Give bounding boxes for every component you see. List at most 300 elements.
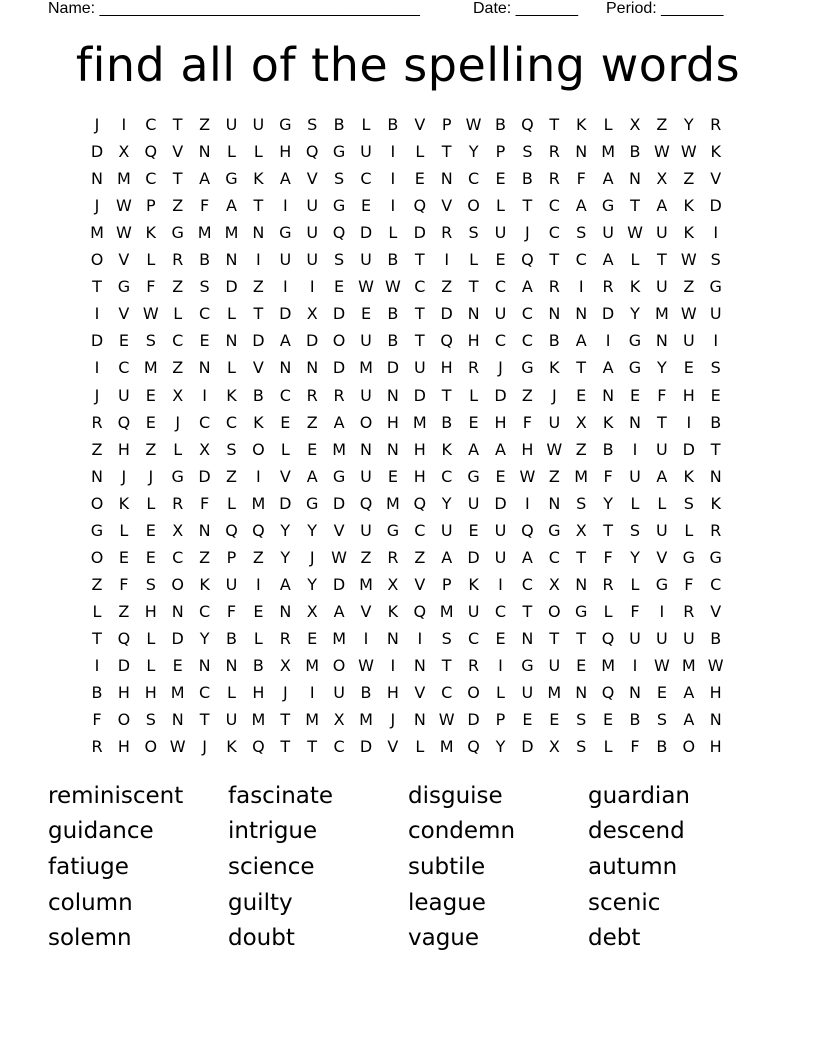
grid-letter[interactable]: R — [468, 656, 480, 675]
grid-letter[interactable]: U — [521, 683, 534, 703]
grid-letter[interactable]: M — [439, 737, 454, 757]
grid-letter[interactable]: Z — [575, 439, 587, 459]
grid-letter[interactable]: A — [279, 574, 291, 594]
grid-letter[interactable]: H — [386, 412, 399, 432]
grid-letter[interactable]: X — [118, 142, 130, 162]
grid-letter[interactable]: C — [172, 547, 184, 567]
grid-letter[interactable]: C — [521, 331, 533, 351]
grid-letter[interactable]: A — [656, 466, 668, 486]
grid-letter[interactable]: J — [148, 466, 154, 486]
grid-letter[interactable]: R — [548, 142, 560, 162]
grid-letter[interactable]: R — [306, 385, 318, 405]
grid-letter[interactable]: E — [522, 710, 533, 730]
grid-letter[interactable]: U — [656, 277, 668, 297]
grid-letter[interactable]: L — [684, 520, 694, 540]
grid-letter[interactable]: N — [575, 142, 588, 162]
grid-letter[interactable]: Y — [630, 304, 640, 324]
grid-letter[interactable]: R — [710, 115, 722, 134]
grid-letter[interactable]: M — [547, 683, 562, 703]
grid-letter[interactable]: O — [171, 574, 184, 594]
grid-letter[interactable]: Y — [280, 547, 291, 567]
grid-letter[interactable]: N — [548, 304, 561, 324]
grid-letter[interactable]: N — [198, 656, 211, 675]
grid-letter[interactable]: I — [713, 331, 719, 351]
grid-letter[interactable]: L — [469, 385, 479, 405]
grid-letter[interactable]: O — [548, 601, 561, 621]
grid-letter[interactable]: E — [145, 412, 156, 432]
grid-letter[interactable]: I — [390, 196, 396, 216]
grid-letter[interactable]: M — [412, 412, 427, 432]
grid-letter[interactable]: G — [574, 601, 588, 621]
grid-letter[interactable]: H — [413, 466, 426, 486]
grid-letter[interactable]: H — [117, 439, 130, 459]
grid-letter[interactable]: T — [307, 737, 318, 757]
grid-letter[interactable]: Q — [521, 115, 534, 134]
grid-letter[interactable]: T — [657, 412, 667, 432]
grid-letter[interactable]: U — [360, 466, 372, 486]
grid-letter[interactable]: G — [682, 547, 695, 567]
grid-letter[interactable]: N — [386, 385, 399, 405]
grid-letter[interactable]: L — [469, 250, 479, 270]
grid-letter[interactable]: F — [576, 169, 586, 189]
grid-letter[interactable]: J — [94, 196, 100, 216]
grid-letter[interactable]: O — [90, 547, 104, 567]
grid-letter[interactable]: U — [602, 223, 614, 243]
grid-letter[interactable]: R — [441, 223, 453, 243]
grid-letter[interactable]: D — [521, 737, 534, 757]
grid-letter[interactable]: V — [306, 169, 318, 189]
grid-letter[interactable]: B — [629, 710, 641, 730]
grid-letter[interactable]: S — [307, 115, 318, 134]
grid-letter[interactable]: D — [440, 304, 453, 324]
grid-letter[interactable]: E — [603, 710, 614, 730]
grid-letter[interactable]: A — [683, 683, 695, 703]
grid-letter[interactable]: I — [121, 115, 127, 134]
grid-letter[interactable]: H — [413, 439, 426, 459]
grid-letter[interactable]: B — [441, 412, 453, 432]
grid-letter[interactable]: C — [279, 385, 291, 405]
grid-letter[interactable]: J — [202, 737, 207, 757]
grid-letter[interactable]: G — [521, 656, 534, 675]
grid-letter[interactable]: B — [521, 169, 533, 189]
grid-letter[interactable]: H — [279, 142, 292, 162]
grid-letter[interactable]: Q — [305, 142, 319, 162]
grid-letter[interactable]: Y — [441, 493, 452, 513]
grid-letter[interactable]: V — [172, 142, 184, 162]
grid-letter[interactable]: L — [173, 439, 183, 459]
grid-letter[interactable]: Y — [495, 737, 506, 757]
grid-letter[interactable]: E — [118, 331, 129, 351]
grid-letter[interactable]: E — [495, 169, 506, 189]
grid-letter[interactable]: W — [653, 656, 670, 675]
grid-letter[interactable]: X — [306, 601, 318, 621]
grid-letter[interactable]: L — [603, 601, 613, 621]
grid-letter[interactable]: I — [202, 385, 207, 405]
grid-letter[interactable]: N — [629, 169, 641, 189]
grid-letter[interactable]: B — [387, 304, 399, 324]
grid-letter[interactable]: L — [630, 574, 640, 594]
grid-letter[interactable]: M — [197, 223, 212, 243]
grid-letter[interactable]: C — [145, 115, 157, 134]
grid-letter[interactable]: K — [145, 223, 157, 243]
grid-letter[interactable]: S — [199, 277, 210, 297]
grid-letter[interactable]: A — [495, 439, 506, 459]
grid-letter[interactable]: E — [145, 520, 156, 540]
grid-letter[interactable]: C — [521, 574, 533, 594]
grid-letter[interactable]: L — [146, 628, 156, 648]
grid-letter[interactable]: I — [578, 277, 584, 297]
grid-letter[interactable]: A — [333, 601, 345, 621]
grid-letter[interactable]: N — [440, 169, 453, 189]
grid-letter[interactable]: R — [468, 358, 480, 378]
grid-letter[interactable]: Y — [683, 115, 694, 134]
grid-letter[interactable]: B — [333, 115, 345, 134]
grid-letter[interactable]: I — [390, 656, 396, 675]
grid-letter[interactable]: T — [199, 710, 210, 730]
grid-letter[interactable]: Z — [91, 439, 103, 459]
grid-letter[interactable]: N — [252, 223, 265, 243]
grid-letter[interactable]: G — [279, 115, 292, 134]
grid-letter[interactable]: G — [521, 358, 534, 378]
grid-letter[interactable]: S — [522, 142, 533, 162]
grid-letter[interactable]: F — [522, 412, 532, 432]
grid-letter[interactable]: U — [333, 683, 345, 703]
grid-letter[interactable]: X — [306, 304, 318, 324]
grid-letter[interactable]: W — [169, 737, 186, 757]
grid-letter[interactable]: M — [654, 304, 669, 324]
grid-letter[interactable]: G — [171, 466, 184, 486]
grid-letter[interactable]: C — [494, 277, 507, 297]
grid-letter[interactable]: L — [146, 250, 156, 270]
grid-letter[interactable]: Y — [657, 358, 667, 378]
grid-letter[interactable]: I — [605, 331, 611, 351]
grid-letter[interactable]: Q — [521, 520, 534, 540]
grid-letter[interactable]: W — [465, 115, 482, 134]
grid-letter[interactable]: I — [256, 466, 261, 486]
grid-letter[interactable]: Z — [683, 169, 695, 189]
grid-letter[interactable]: N — [413, 710, 426, 730]
grid-letter[interactable]: O — [359, 412, 373, 432]
grid-letter[interactable]: D — [413, 385, 426, 405]
grid-letter[interactable]: E — [253, 601, 264, 621]
grid-letter[interactable]: E — [656, 683, 667, 703]
grid-letter[interactable]: A — [521, 277, 533, 297]
grid-letter[interactable]: S — [576, 737, 587, 757]
grid-letter[interactable]: B — [710, 412, 722, 432]
grid-letter[interactable]: R — [333, 385, 345, 405]
grid-letter[interactable]: B — [602, 439, 614, 459]
grid-letter[interactable]: T — [522, 196, 533, 216]
grid-letter[interactable]: E — [307, 628, 318, 648]
grid-letter[interactable]: V — [118, 250, 130, 270]
name-field[interactable]: Name: ____________________________________ — [48, 0, 420, 17]
grid-letter[interactable]: C — [199, 412, 211, 432]
grid-letter[interactable]: D — [359, 223, 373, 243]
grid-letter[interactable]: L — [496, 196, 505, 216]
grid-letter[interactable]: H — [494, 412, 507, 432]
grid-letter[interactable]: T — [172, 169, 183, 189]
grid-letter[interactable]: D — [279, 304, 292, 324]
grid-letter[interactable]: G — [332, 466, 346, 486]
grid-letter[interactable]: M — [359, 574, 373, 594]
grid-letter[interactable]: G — [548, 520, 561, 540]
grid-letter[interactable]: W — [115, 196, 132, 216]
grid-letter[interactable]: T — [414, 250, 425, 270]
grid-letter[interactable]: B — [252, 385, 264, 405]
grid-letter[interactable]: F — [226, 601, 237, 621]
grid-letter[interactable]: C — [225, 412, 238, 432]
grid-letter[interactable]: V — [414, 115, 426, 134]
grid-letter[interactable]: D — [682, 439, 695, 459]
grid-letter[interactable]: U — [225, 115, 238, 134]
grid-letter[interactable]: V — [441, 196, 453, 216]
grid-letter[interactable]: S — [683, 493, 694, 513]
grid-letter[interactable]: Z — [683, 277, 695, 297]
grid-letter[interactable]: Z — [172, 277, 184, 297]
grid-letter[interactable]: Q — [413, 493, 427, 513]
grid-letter[interactable]: Z — [145, 439, 157, 459]
grid-letter[interactable]: J — [282, 683, 288, 703]
grid-letter[interactable]: U — [656, 628, 668, 648]
grid-letter[interactable]: N — [709, 710, 722, 730]
grid-letter[interactable]: I — [632, 439, 638, 459]
grid-letter[interactable]: L — [280, 439, 290, 459]
grid-letter[interactable]: U — [360, 250, 372, 270]
grid-letter[interactable]: E — [710, 385, 721, 405]
grid-letter[interactable]: K — [549, 358, 560, 378]
grid-letter[interactable]: I — [713, 223, 719, 243]
grid-letter[interactable]: T — [657, 250, 667, 270]
grid-letter[interactable]: E — [683, 358, 694, 378]
grid-letter[interactable]: A — [279, 331, 291, 351]
grid-letter[interactable]: U — [252, 115, 265, 134]
grid-letter[interactable]: D — [279, 493, 292, 513]
grid-letter[interactable]: F — [92, 710, 102, 730]
grid-letter[interactable]: W — [358, 656, 374, 675]
grid-letter[interactable]: M — [170, 683, 185, 703]
grid-letter[interactable]: M — [332, 628, 346, 648]
grid-letter[interactable]: C — [441, 466, 453, 486]
grid-letter[interactable]: D — [332, 574, 346, 594]
grid-letter[interactable]: I — [94, 656, 100, 675]
grid-letter[interactable]: E — [495, 250, 506, 270]
grid-letter[interactable]: W — [115, 223, 132, 243]
grid-letter[interactable]: V — [333, 520, 345, 540]
grid-letter[interactable]: Y — [307, 574, 318, 594]
grid-letter[interactable]: L — [603, 115, 613, 134]
grid-letter[interactable]: T — [603, 520, 613, 540]
grid-letter[interactable]: G — [279, 223, 292, 243]
grid-letter[interactable]: L — [119, 520, 129, 540]
grid-letter[interactable]: E — [576, 656, 587, 675]
grid-letter[interactable]: J — [94, 115, 100, 134]
grid-letter[interactable]: U — [279, 250, 292, 270]
grid-letter[interactable]: M — [143, 358, 158, 378]
grid-letter[interactable]: Q — [117, 628, 131, 648]
grid-letter[interactable]: D — [467, 710, 480, 730]
grid-letter[interactable]: G — [305, 493, 319, 513]
grid-letter[interactable]: B — [252, 656, 264, 675]
grid-letter[interactable]: V — [360, 601, 372, 621]
grid-letter[interactable]: J — [94, 385, 100, 405]
grid-letter[interactable]: K — [629, 277, 641, 297]
grid-letter[interactable]: T — [414, 304, 425, 324]
grid-letter[interactable]: M — [332, 439, 346, 459]
grid-letter[interactable]: B — [360, 683, 372, 703]
grid-letter[interactable]: F — [657, 385, 667, 405]
grid-letter[interactable]: C — [548, 223, 560, 243]
grid-letter[interactable]: W — [680, 304, 697, 324]
grid-letter[interactable]: X — [172, 385, 184, 405]
grid-letter[interactable]: N — [225, 656, 238, 675]
grid-letter[interactable]: D — [117, 656, 131, 675]
grid-letter[interactable]: N — [306, 358, 319, 378]
grid-letter[interactable]: F — [630, 737, 640, 757]
grid-letter[interactable]: O — [682, 737, 696, 757]
grid-letter[interactable]: Y — [307, 520, 318, 540]
grid-letter[interactable]: R — [172, 250, 184, 270]
grid-letter[interactable]: Y — [468, 142, 479, 162]
grid-letter[interactable]: O — [252, 439, 265, 459]
grid-letter[interactable]: Z — [172, 196, 184, 216]
grid-letter[interactable]: E — [360, 304, 372, 324]
grid-letter[interactable]: U — [360, 142, 372, 162]
grid-letter[interactable]: D — [359, 737, 373, 757]
grid-letter[interactable]: U — [494, 304, 507, 324]
grid-letter[interactable]: P — [441, 115, 452, 134]
grid-letter[interactable]: L — [92, 601, 102, 621]
grid-letter[interactable]: F — [603, 547, 613, 567]
grid-letter[interactable]: H — [117, 737, 130, 757]
grid-letter[interactable]: N — [655, 331, 668, 351]
grid-letter[interactable]: Z — [441, 277, 453, 297]
grid-letter[interactable]: W — [358, 277, 374, 297]
grid-letter[interactable]: V — [710, 601, 722, 621]
grid-letter[interactable]: U — [656, 520, 668, 540]
grid-letter[interactable]: H — [144, 601, 157, 621]
grid-letter[interactable]: Q — [252, 737, 265, 757]
grid-letter[interactable]: N — [198, 142, 211, 162]
grid-letter[interactable]: I — [444, 250, 450, 270]
grid-letter[interactable]: N — [91, 169, 103, 189]
grid-letter[interactable]: U — [413, 358, 426, 378]
grid-letter[interactable]: N — [602, 385, 615, 405]
grid-letter[interactable]: V — [118, 304, 130, 324]
grid-letter[interactable]: A — [575, 196, 587, 216]
grid-letter[interactable]: Q — [467, 737, 480, 757]
grid-letter[interactable]: O — [90, 493, 104, 513]
grid-letter[interactable]: T — [92, 277, 102, 297]
grid-letter[interactable]: E — [549, 710, 560, 730]
grid-letter[interactable]: G — [386, 520, 400, 540]
grid-letter[interactable]: L — [146, 493, 156, 513]
grid-letter[interactable]: H — [709, 683, 722, 703]
grid-letter[interactable]: G — [467, 466, 480, 486]
grid-letter[interactable]: C — [548, 196, 560, 216]
grid-letter[interactable]: K — [118, 493, 130, 513]
grid-letter[interactable]: S — [145, 574, 156, 594]
grid-letter[interactable]: R — [279, 628, 291, 648]
grid-letter[interactable]: I — [309, 683, 315, 703]
grid-letter[interactable]: D — [332, 358, 346, 378]
grid-letter[interactable]: L — [253, 142, 263, 162]
grid-letter[interactable]: C — [710, 574, 722, 594]
grid-letter[interactable]: M — [385, 493, 400, 513]
grid-letter[interactable]: X — [656, 169, 668, 189]
grid-letter[interactable]: M — [574, 466, 589, 486]
grid-letter[interactable]: H — [440, 358, 453, 378]
grid-letter[interactable]: S — [334, 250, 345, 270]
grid-letter[interactable]: I — [390, 169, 396, 189]
grid-letter[interactable]: T — [280, 710, 291, 730]
grid-letter[interactable]: T — [710, 439, 721, 459]
grid-letter[interactable]: Y — [603, 493, 613, 513]
grid-letter[interactable]: L — [415, 737, 425, 757]
grid-letter[interactable]: X — [548, 574, 560, 594]
grid-letter[interactable]: X — [575, 412, 587, 432]
grid-letter[interactable]: D — [601, 304, 615, 324]
grid-letter[interactable]: Z — [306, 412, 318, 432]
grid-letter[interactable]: B — [495, 115, 506, 134]
grid-letter[interactable]: W — [519, 466, 536, 486]
grid-letter[interactable]: D — [413, 223, 426, 243]
grid-letter[interactable]: T — [280, 737, 291, 757]
grid-letter[interactable]: I — [525, 493, 530, 513]
grid-letter[interactable]: U — [306, 250, 319, 270]
grid-letter[interactable]: R — [172, 493, 184, 513]
grid-letter[interactable]: N — [171, 601, 184, 621]
grid-letter[interactable]: I — [282, 277, 288, 297]
grid-letter[interactable]: K — [683, 466, 695, 486]
grid-letter[interactable]: Q — [413, 601, 427, 621]
grid-letter[interactable]: I — [686, 412, 692, 432]
grid-letter[interactable]: Y — [630, 547, 640, 567]
grid-letter[interactable]: D — [90, 142, 104, 162]
grid-letter[interactable]: C — [441, 683, 453, 703]
grid-letter[interactable]: M — [359, 710, 373, 730]
grid-letter[interactable]: Q — [601, 628, 615, 648]
grid-letter[interactable]: K — [602, 412, 614, 432]
grid-letter[interactable]: R — [602, 277, 614, 297]
grid-letter[interactable]: X — [333, 710, 345, 730]
grid-letter[interactable]: U — [709, 304, 722, 324]
grid-letter[interactable]: M — [681, 656, 696, 675]
grid-letter[interactable]: Q — [521, 250, 534, 270]
grid-letter[interactable]: Z — [226, 466, 237, 486]
grid-letter[interactable]: B — [199, 250, 211, 270]
grid-letter[interactable]: D — [332, 304, 346, 324]
grid-letter[interactable]: V — [710, 169, 722, 189]
grid-letter[interactable]: C — [199, 304, 211, 324]
grid-letter[interactable]: D — [386, 358, 400, 378]
grid-letter[interactable]: O — [332, 331, 346, 351]
grid-letter[interactable]: W — [707, 656, 724, 675]
grid-letter[interactable]: N — [629, 683, 641, 703]
grid-letter[interactable]: G — [628, 331, 642, 351]
grid-letter[interactable]: V — [656, 547, 668, 567]
grid-letter[interactable]: I — [632, 656, 638, 675]
grid-letter[interactable]: B — [226, 628, 237, 648]
grid-letter[interactable]: I — [659, 601, 665, 621]
grid-letter[interactable]: R — [710, 520, 722, 540]
grid-letter[interactable]: R — [91, 412, 103, 432]
grid-letter[interactable]: N — [413, 656, 426, 675]
grid-letter[interactable]: D — [225, 277, 238, 297]
grid-letter[interactable]: G — [332, 196, 346, 216]
grid-letter[interactable]: W — [142, 304, 159, 324]
grid-letter[interactable]: N — [360, 439, 372, 459]
grid-letter[interactable]: L — [227, 142, 236, 162]
